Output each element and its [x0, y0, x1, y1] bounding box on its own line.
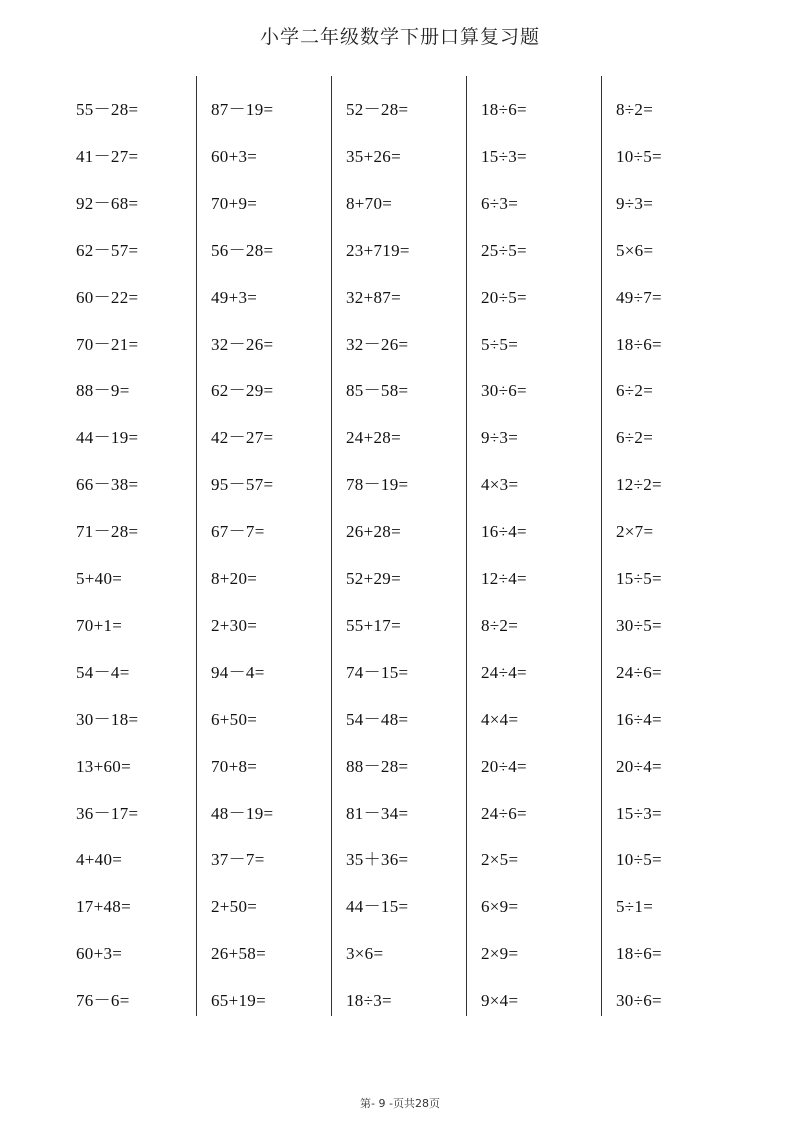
- problem-item: 95－57=: [211, 475, 274, 495]
- problem-item: 12÷4=: [481, 569, 527, 588]
- problem-item: 5÷1=: [616, 897, 654, 917]
- problem-item: 20÷4=: [616, 756, 662, 776]
- problem-item: 92－68=: [76, 193, 139, 213]
- problem-item: 60+3=: [211, 146, 258, 166]
- problem-item: 54－48=: [346, 709, 409, 729]
- problem-item: 20÷4=: [481, 756, 527, 776]
- problem-item: 16÷4=: [616, 709, 662, 729]
- problem-item: 55+17=: [346, 615, 401, 635]
- problem-item: 5+40=: [76, 569, 123, 588]
- page-footer: 第- 9 -页共28页: [360, 1097, 440, 1110]
- problem-item: 67－7=: [211, 522, 265, 542]
- problem-item: 32－26=: [211, 334, 274, 354]
- problem-item: 8÷2=: [481, 615, 519, 635]
- problem-item: 9÷3=: [616, 193, 654, 213]
- problem-item: 87－19=: [211, 100, 274, 119]
- problem-item: 15÷3=: [616, 803, 662, 823]
- problem-item: 6÷3=: [481, 193, 519, 213]
- problem-item: 6÷2=: [616, 428, 654, 448]
- problem-item: 54－4=: [76, 662, 130, 682]
- problem-item: 10÷5=: [616, 850, 662, 870]
- problem-item: 18÷3=: [346, 991, 392, 1011]
- problem-item: 42－27=: [211, 428, 274, 448]
- problem-item: 70+9=: [211, 193, 258, 213]
- problem-item: 13+60=: [76, 756, 131, 776]
- problem-item: 60+3=: [76, 944, 123, 964]
- problem-item: 10÷5=: [616, 146, 662, 166]
- problem-item: 32－26=: [346, 334, 409, 354]
- problem-item: 5×6=: [616, 240, 654, 260]
- problem-item: 24+28=: [346, 428, 401, 448]
- problem-item: 56－28=: [211, 240, 274, 260]
- problem-item: 70－21=: [76, 334, 139, 354]
- problem-item: 4×3=: [481, 475, 519, 495]
- problem-item: 20÷5=: [481, 287, 527, 307]
- problem-column-3: [332, 76, 467, 1016]
- problem-item: 23+719=: [346, 240, 410, 260]
- problem-item: 71－28=: [76, 522, 139, 542]
- problem-item: 35＋36=: [346, 850, 409, 870]
- problem-item: 78－19=: [346, 475, 409, 495]
- problem-item: 74－15=: [346, 662, 409, 682]
- problem-item: 5÷5=: [481, 334, 519, 354]
- problem-item: 35+26=: [346, 146, 401, 166]
- problem-item: 30÷6=: [616, 991, 662, 1011]
- problem-item: 15÷5=: [616, 569, 662, 588]
- problem-item: 60－22=: [76, 287, 139, 307]
- problem-item: 8÷2=: [616, 100, 654, 119]
- problem-item: 6×9=: [481, 897, 519, 917]
- problem-item: 52－28=: [346, 100, 409, 119]
- problem-column-4: [467, 76, 602, 1016]
- problem-item: 36－17=: [76, 803, 139, 823]
- problem-item: 4×4=: [481, 709, 519, 729]
- problem-item: 17+48=: [76, 897, 131, 917]
- problem-item: 8+20=: [211, 569, 258, 588]
- problem-item: 49+3=: [211, 287, 258, 307]
- problem-item: 44－15=: [346, 897, 409, 917]
- problem-item: 8+70=: [346, 193, 393, 213]
- problem-item: 12÷2=: [616, 475, 662, 495]
- problem-item: 65+19=: [211, 991, 266, 1011]
- problem-item: 41－27=: [76, 146, 139, 166]
- problem-item: 6÷2=: [616, 381, 654, 401]
- problem-item: 2×9=: [481, 944, 519, 964]
- problem-item: 76－6=: [76, 991, 130, 1011]
- problem-item: 2+30=: [211, 615, 258, 635]
- problem-item: 2×7=: [616, 522, 654, 542]
- problem-item: 49÷7=: [616, 287, 662, 307]
- problem-item: 44－19=: [76, 428, 139, 448]
- problem-item: 2×5=: [481, 850, 519, 870]
- problem-item: 4+40=: [76, 850, 123, 870]
- problem-item: 62－57=: [76, 240, 139, 260]
- problem-item: 70+8=: [211, 756, 258, 776]
- problem-item: 55－28=: [76, 100, 139, 119]
- problem-item: 18÷6=: [481, 100, 527, 119]
- problem-item: 24÷6=: [481, 803, 527, 823]
- problem-item: 70+1=: [76, 615, 123, 635]
- problem-item: 62－29=: [211, 381, 274, 401]
- problem-item: 66－38=: [76, 475, 139, 495]
- problem-item: 30－18=: [76, 709, 139, 729]
- problem-item: 6+50=: [211, 709, 258, 729]
- problem-item: 18÷6=: [616, 944, 662, 964]
- problem-item: 30÷6=: [481, 381, 527, 401]
- problem-item: 26+58=: [211, 944, 266, 964]
- problem-item: 32+87=: [346, 287, 401, 307]
- problem-item: 37－7=: [211, 850, 265, 870]
- problem-item: 81－34=: [346, 803, 409, 823]
- problem-item: 16÷4=: [481, 522, 527, 542]
- problem-column-1: [62, 76, 197, 1016]
- problem-item: 52+29=: [346, 569, 401, 588]
- problem-item: 2+50=: [211, 897, 258, 917]
- problem-column-2: [197, 76, 332, 1016]
- problem-item: 24÷6=: [616, 662, 662, 682]
- problem-item: 88－28=: [346, 756, 409, 776]
- problem-item: 15÷3=: [481, 146, 527, 166]
- problem-item: 25÷5=: [481, 240, 527, 260]
- problem-item: 9÷3=: [481, 428, 519, 448]
- problem-item: 26+28=: [346, 522, 401, 542]
- problem-item: 85－58=: [346, 381, 409, 401]
- page-title: 小学二年级数学下册口算复习题: [259, 26, 540, 48]
- problem-item: 9×4=: [481, 991, 519, 1011]
- problem-item: 30÷5=: [616, 615, 662, 635]
- problem-item: 3×6=: [346, 944, 384, 964]
- problem-column-5: [602, 76, 737, 1016]
- problem-item: 48－19=: [211, 803, 274, 823]
- problem-item: 18÷6=: [616, 334, 662, 354]
- problem-item: 24÷4=: [481, 662, 527, 682]
- problem-item: 94－4=: [211, 662, 265, 682]
- problem-item: 88－9=: [76, 381, 130, 401]
- problem-grid: [62, 76, 738, 1016]
